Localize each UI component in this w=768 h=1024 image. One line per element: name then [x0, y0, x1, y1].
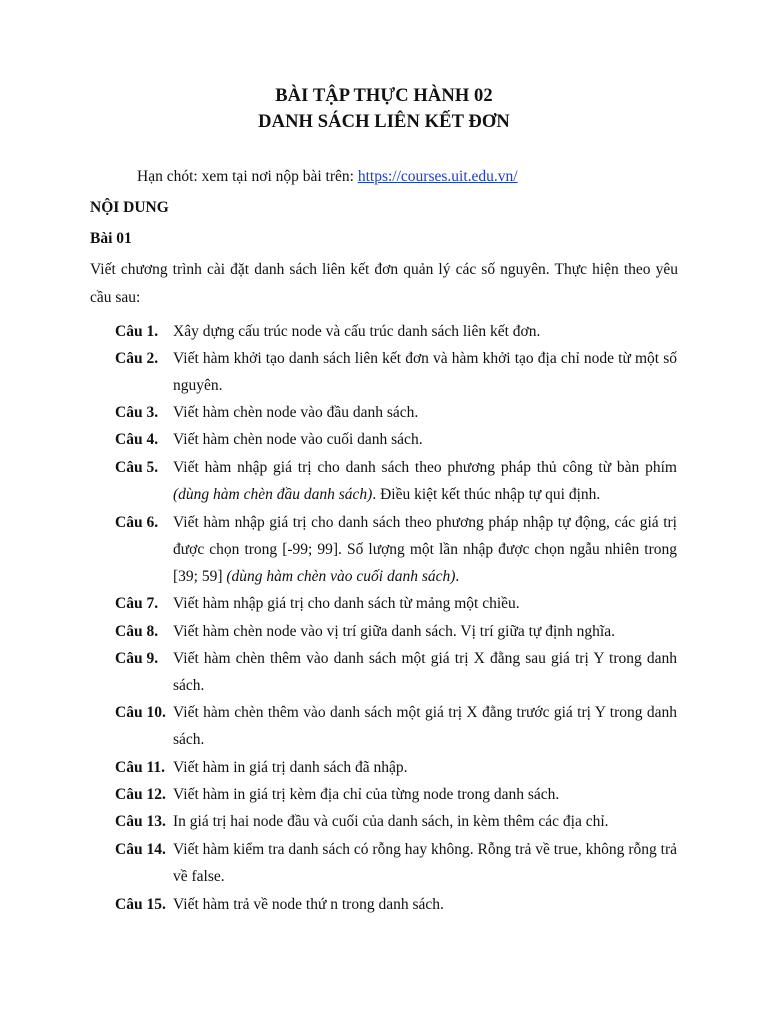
- question-label: Câu 5.: [115, 459, 159, 476]
- question-text: Viết hàm in giá trị danh sách đã nhập.: [173, 759, 408, 776]
- courses-link[interactable]: https://courses.uit.edu.vn/: [357, 168, 518, 185]
- question-item: [115, 645, 677, 699]
- question-label: Câu 9.: [115, 650, 159, 667]
- question-label: Câu 13.: [115, 813, 166, 830]
- question-text-after: .: [455, 568, 460, 586]
- document-title: BÀI TẬP THỰC HÀNH 02: [275, 86, 493, 106]
- deadline-line: [137, 168, 518, 186]
- question-label: Câu 1.: [115, 323, 159, 340]
- question-label: Câu 3.: [115, 404, 159, 421]
- question-item: [115, 699, 677, 753]
- deadline-text: Hạn chót: xem tại nơi nộp bài trên:: [137, 168, 358, 185]
- question-text-after: . Điều kiệt kết thúc nhập tự qui định.: [372, 486, 601, 504]
- question-item: [115, 345, 677, 399]
- question-text: Viết hàm nhập giá trị cho danh sách theo phương pháp nhập tự động, các giá trị được chọn trong [-99; 99]. Số lượng một lần nhập được chọn ngẫu nhiên trong [39; 59]: [173, 514, 677, 586]
- question-label: Câu 7.: [115, 595, 159, 612]
- question-item: [115, 618, 677, 645]
- question-item: [115, 426, 677, 453]
- section-heading: NỘI DUNG: [90, 199, 169, 216]
- exercise-heading: Bài 01: [90, 230, 132, 247]
- question-item: [115, 891, 677, 918]
- question-text: Viết hàm kiểm tra danh sách có rỗng hay không. Rỗng trả về true, không rỗng trả về false.: [173, 841, 677, 886]
- question-item: [115, 781, 677, 808]
- question-text: Viết hàm nhập giá trị cho danh sách từ mảng một chiều.: [173, 595, 520, 612]
- question-text: Viết hàm trả về node thứ n trong danh sách.: [173, 896, 444, 913]
- question-item: [115, 509, 677, 591]
- question-label: Câu 4.: [115, 431, 159, 448]
- question-label: Câu 15.: [115, 896, 166, 913]
- question-item: [115, 808, 677, 835]
- question-item: [115, 754, 677, 781]
- question-item: [115, 590, 677, 617]
- question-text: In giá trị hai node đầu và cuối của danh sách, in kèm thêm các địa chỉ.: [173, 813, 609, 830]
- question-label: Câu 11.: [115, 759, 165, 776]
- question-text: Viết hàm chèn node vào vị trí giữa danh sách. Vị trí giữa tự định nghĩa.: [173, 623, 615, 640]
- question-label: Câu 2.: [115, 350, 159, 367]
- question-italic-note: (dùng hàm chèn vào cuối danh sách): [226, 568, 456, 586]
- exercise-intro: Viết chương trình cài đặt danh sách liên kết đơn quản lý các số nguyên. Thực hiện theo yêu cầu sau:: [90, 261, 678, 306]
- question-italic-note: (dùng hàm chèn đầu danh sách): [173, 486, 373, 504]
- question-text: Xây dựng cấu trúc node và cấu trúc danh sách liên kết đơn.: [173, 323, 541, 340]
- question-item: [115, 318, 677, 345]
- question-label: Câu 10.: [115, 704, 166, 721]
- question-item: [115, 399, 677, 426]
- question-text: Viết hàm chèn node vào cuối danh sách.: [173, 431, 423, 448]
- question-label: Câu 14.: [115, 841, 166, 858]
- question-item: [115, 454, 677, 508]
- question-text: Viết hàm in giá trị kèm địa chỉ của từng node trong danh sách.: [173, 786, 560, 803]
- question-text: Viết hàm nhập giá trị cho danh sách theo phương pháp thủ công từ bàn phím: [173, 459, 677, 476]
- question-label: Câu 8.: [115, 623, 159, 640]
- question-text: Viết hàm chèn thêm vào danh sách một giá trị X đằng sau giá trị Y trong danh sách.: [173, 650, 677, 695]
- document-subtitle: DANH SÁCH LIÊN KẾT ĐƠN: [258, 112, 510, 132]
- question-text: Viết hàm khởi tạo danh sách liên kết đơn và hàm khởi tạo địa chỉ node từ một số nguyên.: [173, 350, 677, 395]
- question-label: Câu 6.: [115, 514, 159, 531]
- question-label: Câu 12.: [115, 786, 166, 803]
- question-text: Viết hàm chèn node vào đầu danh sách.: [173, 404, 419, 421]
- question-text: Viết hàm chèn thêm vào danh sách một giá trị X đằng trước giá trị Y trong danh sách.: [173, 704, 677, 749]
- question-item: [115, 836, 677, 890]
